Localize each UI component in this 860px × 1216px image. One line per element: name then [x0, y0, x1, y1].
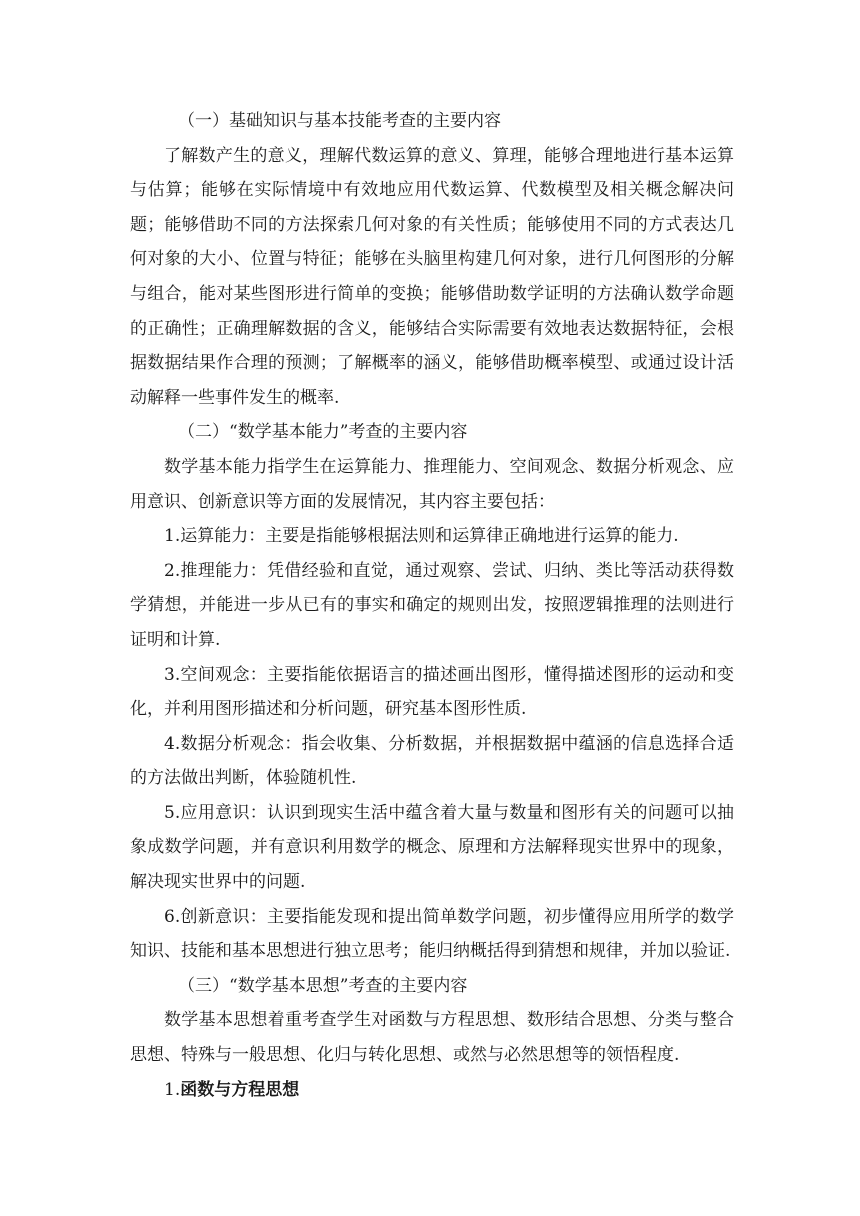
- section-3-heading: （三）“数学基本思想”考查的主要内容: [178, 975, 468, 996]
- section-2-heading: （二）“数学基本能力”考查的主要内容: [178, 422, 468, 443]
- section-2-intro: 数学基本能力指学生在运算能力、推理能力、空间观念、数据分析观念、应用意识、创新意识等方面的发展情况，其内容主要包括：: [130, 456, 734, 512]
- ability-item-computation: 1.运算能力：主要是指能够根据法则和运算律正确地进行运算的能力.: [164, 526, 679, 547]
- section-1-heading: （一）基础知识与基本技能考查的主要内容: [178, 111, 501, 131]
- document-body: [130, 104, 734, 1107]
- ability-item-innovation: 6.创新意识：主要指能发现和提出简单数学问题，初步懂得应用所学的数学知识、技能和基本思想进行独立思考；能归纳概括得到猜想和规律，并加以验证.: [130, 906, 734, 962]
- ability-item-spatial: 3.空间观念：主要指能依据语言的描述画出图形，懂得描述图形的运动和变化，并利用图形描述和分析问题，研究基本图形性质.: [130, 664, 734, 720]
- section-3-intro: 数学基本思想着重考查学生对函数与方程思想、数形结合思想、分类与整合思想、特殊与一般思想、化归与转化思想、或然与必然思想等的领悟程度.: [130, 1010, 734, 1066]
- subsection-number: 1.: [164, 1079, 181, 1100]
- ability-item-application: 5.应用意识：认识到现实生活中蕴含着大量与数量和图形有关的问题可以抽象成数学问题，并有意识利用数学的概念、原理和方法解释现实世界中的现象，解决现实世界中的问题.: [130, 802, 734, 893]
- subsection-heading: [130, 1073, 734, 1108]
- section-1-paragraph: 了解数产生的意义，理解代数运算的意义、算理，能够合理地进行基本运算与估算；能够在实际情境中有效地应用代数运算、代数模型及相关概念解决问题；能够借助不同的方法探索几何对象的有关性质；能够使用不同的方式表达几何对象的大小、位置与特征；能够在头脑里构建几何对象，进行几何图形的分解与组合，能对某些图形进行简单的变换；能够借助数学证明的方法确认数学命题的正确性；正确理解数据的含义，能够结合实际需要有效地表达数据特征，会根据数据结果作合理的预测；了解概率的涵义，能够借助概率模型、或通过设计活动解释一些事件发生的概率.: [130, 145, 734, 408]
- subsection-title: 函数与方程思想: [180, 1079, 300, 1100]
- ability-item-data-analysis: 4.数据分析观念：指会收集、分析数据，并根据数据中蕴涵的信息选择合适的方法做出判断，体验随机性.: [130, 733, 734, 789]
- ability-item-reasoning: 2.推理能力：凭借经验和直觉，通过观察、尝试、归纳、类比等活动获得数学猜想，并能进一步从已有的事实和确定的规则出发，按照逻辑推理的法则进行证明和计算.: [130, 560, 734, 650]
